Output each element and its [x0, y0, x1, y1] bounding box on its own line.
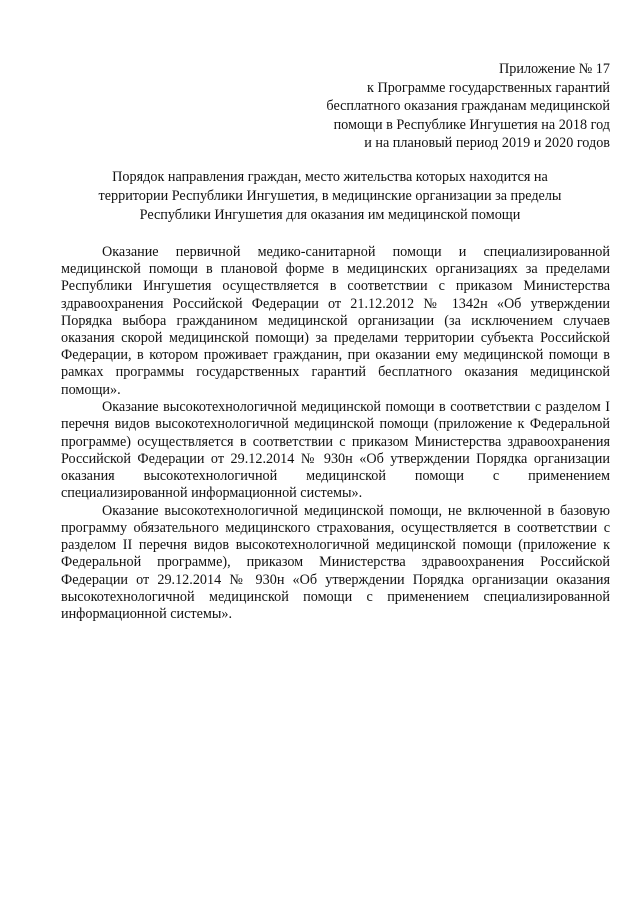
- title-line-1: Порядок направления граждан, место жительства которых находится на: [112, 169, 548, 185]
- title-line-3: Республики Ингушетия для оказания им медицинской помощи: [139, 206, 521, 223]
- appendix-header: [190, 60, 610, 153]
- document-title: [60, 168, 600, 224]
- appendix-line-5: и на плановый период 2019 и 2020 годов: [364, 135, 610, 152]
- document-body: [61, 244, 610, 623]
- paragraph-3: Оказание высокотехнологичной медицинской помощи, не включенной в базовую программу обязательного медицинского страхования, осуществляется в соответствии с разделом II перечня видов высокотехнологичной медицинской помощи (приложение к Федеральной программе), приказом Министерства здравоохранения Российской Федерации от 29.12.2014 № 930н «Об утверждении Порядка организации оказания высокотехнологичной медицинской помощи с применением специализированной информационной системы».: [61, 502, 610, 623]
- appendix-line-2: к Программе государственных гарантий: [367, 79, 610, 96]
- title-line-2: территории Республики Ингушетия, в медицинские организации за пределы: [98, 187, 562, 204]
- appendix-number: Приложение № 17: [499, 61, 610, 77]
- appendix-line-4: помощи в Республике Ингушетия на 2018 год: [333, 116, 610, 133]
- paragraph-2: Оказание высокотехнологичной медицинской помощи в соответствии с разделом I перечня видов высокотехнологичной медицинской помощи (приложение к Федеральной программе) осуществляется в соответствии с приказом Министерства здравоохранения Российской Федерации от 29.12.2014 № 930н «Об утверждении Порядка организации оказания высокотехнологичной медицинской помощи с применением специализированной информационной системы».: [61, 399, 610, 502]
- paragraph-1: Оказание первичной медико-санитарной помощи и специализированной медицинской помощи в плановой форме в медицинских организациях за пределами Республики Ингушетия осуществляется в соответствии с приказом Министерства здравоохранения Российской Федерации от 21.12.2012 № 1342н «Об утверждении Порядка выбора гражданином медицинской организации (за исключением случаев оказания скорой медицинской помощи) за пределами территории субъекта Российской Федерации, в котором проживает гражданин, при оказании ему медицинской помощи в рамках программы государственных гарантий бесплатного оказания медицинской помощи».: [61, 244, 610, 398]
- appendix-line-3: бесплатного оказания гражданам медицинской: [326, 98, 610, 115]
